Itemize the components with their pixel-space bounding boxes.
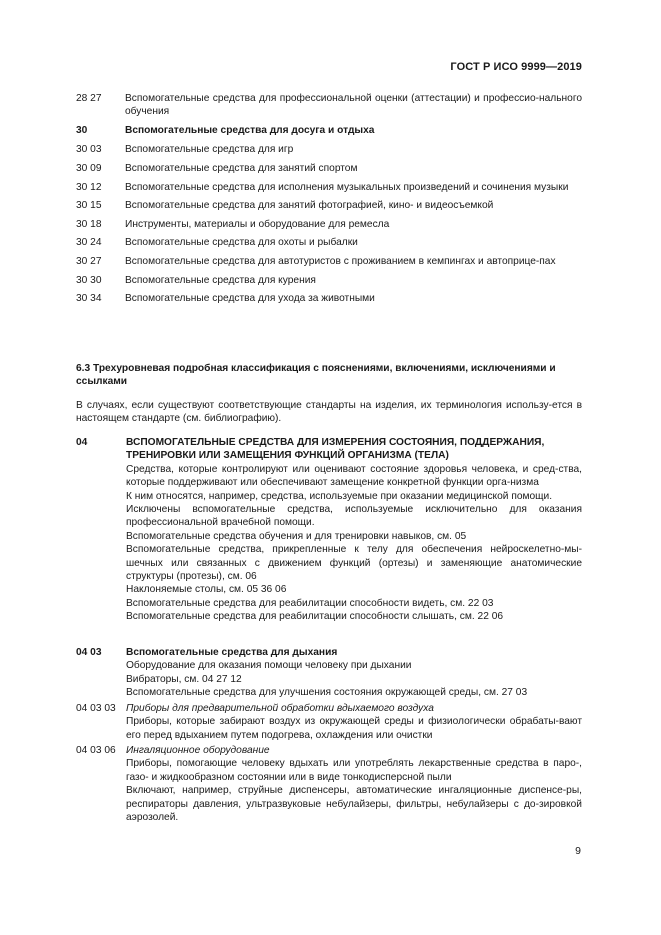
description-line: Приборы, которые забирают воздух из окружающей среды и физиологически обрабаты-вают его перед вдыханием путем подогрева, охлаждения или очистки (126, 716, 582, 741)
class-code: 04 (76, 437, 88, 448)
item-text: Вспомогательные средства для занятий спортом (125, 163, 358, 174)
class-code: 04 03 03 (76, 703, 116, 714)
list-item (76, 181, 582, 194)
division-04-03-03-block (76, 702, 582, 742)
class-title: Ингаляционное оборудование (126, 745, 270, 756)
list-item (76, 92, 582, 119)
reference-line: Вспомогательные средства, прикрепленные к телу для обеспечения нейроскелетно-мы-шечных или связанных с движением функций (ортезы) и заменяющие анатомические структуры (протезы), см. 06 (126, 544, 582, 583)
list-item-class-heading (76, 124, 582, 137)
list-item (76, 236, 582, 249)
exclusion-line: Исключены вспомогательные средства, используемые исключительно для оказания профессиональной врачебной помощи. (126, 504, 582, 529)
item-text: Вспомогательные средства для игр (125, 144, 294, 156)
class-title: Вспомогательные средства для дыхания (126, 647, 338, 658)
class-row (76, 702, 582, 715)
division-04-03-06-block (76, 744, 582, 824)
list-item (76, 292, 582, 305)
class-04-block (76, 436, 582, 624)
item-text: Вспомогательные средства для автотуристов с проживанием в кемпингах и автоприце-пах (125, 255, 556, 267)
item-code: 30 15 (76, 200, 102, 212)
class-row (76, 436, 582, 463)
description-line: Средства, которые контролируют или оценивают состояние здоровья человека, и сред-ства, которые поддерживают или обеспечивают замещение конкретной функции орга-низма (126, 463, 582, 489)
classification-list (76, 92, 582, 311)
class-description (126, 659, 582, 699)
item-text: Вспомогательные средства для ухода за животными (125, 293, 375, 305)
item-text: Вспомогательные средства для исполнения музыкальных произведений и сочинения музыки (125, 181, 569, 193)
list-item (76, 143, 582, 156)
class-row (76, 744, 582, 757)
class-description (126, 463, 582, 624)
description-line: Оборудование для оказания помощи человеку при дыхании (126, 660, 412, 672)
inclusion-line: Включают, например, струйные диспенсеры, автоматические ингаляционные диспенсе-ры, респираторы давления, ультразвуковые небулайзеры, фильтры, небулайзеры с до-зировкой аэрозолей. (126, 785, 582, 824)
page-number: 9 (575, 845, 581, 857)
item-text: Вспомогательные средства для досуга и отдыха (125, 125, 375, 136)
list-item (76, 199, 582, 212)
section-heading: 6.3 Трехуровневая подробная классификация с пояснениями, включениями, исключениями и ссылками (76, 363, 556, 388)
item-code: 28 27 (76, 93, 102, 104)
item-text: Инструменты, материалы и оборудование для ремесла (125, 218, 390, 230)
item-code: 30 30 (76, 274, 102, 286)
item-text: Вспомогательные средства для профессиональной оценки (аттестации) и профессио-нального обучения (125, 93, 582, 118)
reference-line: Наклоняемые столы, см. 05 36 06 (126, 584, 287, 596)
item-text: Вспомогательные средства для занятий фотографией, кино- и видеосъемкой (125, 200, 494, 212)
item-text: Вспомогательные средства для курения (125, 274, 316, 286)
list-item (76, 274, 582, 287)
reference-line: Вспомогательные средства для улучшения состояния окружающей среды, см. 27 03 (126, 687, 528, 699)
class-row (76, 646, 582, 659)
item-code: 30 (76, 125, 88, 136)
class-code: 04 03 06 (76, 745, 116, 756)
class-title: Приборы для предварительной обработки вдыхаемого воздуха (126, 703, 434, 714)
list-item (76, 218, 582, 231)
list-item (76, 162, 582, 175)
reference-line: Вибраторы, см. 04 27 12 (126, 673, 242, 685)
document-header: ГОСТ Р ИСО 9999—2019 (450, 61, 582, 73)
inclusion-line: К ним относятся, например, средства, используемые при оказании медицинской помощи. (126, 490, 553, 502)
section-intro: В случаях, если существуют соответствующие стандарты на изделия, их терминология использу-ется в настоящем стандарте (см. библиографию). (76, 400, 582, 425)
item-text: Вспомогательные средства для охоты и рыбалки (125, 237, 358, 249)
description-line: Приборы, помогающие человеку вдыхать или употреблять лекарственные средства в паро-, газо- и жидкообразном состоянии или в виде тонкодисперсной пыли (126, 758, 582, 783)
item-code: 30 27 (76, 255, 102, 267)
list-item (76, 255, 582, 268)
class-code: 04 03 (76, 647, 102, 658)
subclass-04-03-block (76, 646, 582, 700)
class-title: ВСПОМОГАТЕЛЬНЫЕ СРЕДСТВА ДЛЯ ИЗМЕРЕНИЯ СОСТОЯНИЯ, ПОДДЕРЖАНИЯ, ТРЕНИРОВКИ ИЛИ ЗАМЕЩЕНИЯ ФУНКЦИЙ ОРГАНИЗМА (ТЕЛА) (126, 437, 545, 462)
item-code: 30 12 (76, 181, 102, 193)
item-code: 30 18 (76, 218, 102, 230)
class-description (126, 715, 582, 742)
reference-line: Вспомогательные средства обучения и для тренировки навыков, см. 05 (126, 530, 467, 542)
item-code: 30 34 (76, 293, 102, 305)
item-code: 30 09 (76, 163, 102, 174)
class-description (126, 757, 582, 824)
reference-line: Вспомогательные средства для реабилитации способности слышать, см. 22 06 (126, 611, 504, 623)
item-code: 30 03 (76, 144, 102, 156)
reference-line: Вспомогательные средства для реабилитации способности видеть, см. 22 03 (126, 597, 494, 609)
item-code: 30 24 (76, 237, 102, 249)
